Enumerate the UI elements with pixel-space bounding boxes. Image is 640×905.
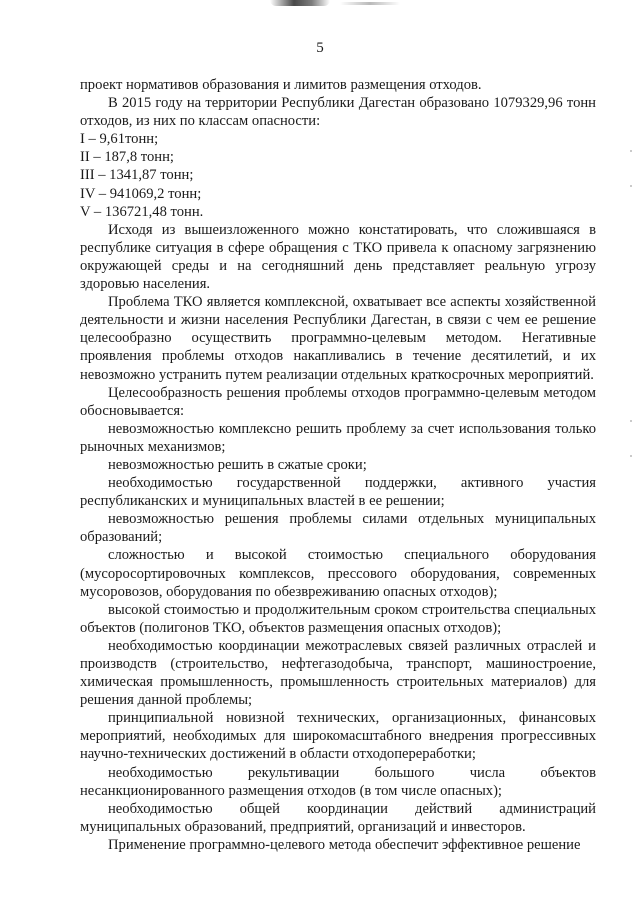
document-body [80, 76, 596, 854]
reason-item: необходимостью координации межотраслевых связей различных отраслей и производств (строительство, нефтегазодобыча, транспорт, машиностроение, химическая промышленность, промышленность строительных материалов) для решения данной проблемы; [80, 637, 596, 709]
reason-item: высокой стоимостью и продолжительным сроком строительства специальных объектов (полигонов ТКО, объектов размещения опасных отходов); [80, 601, 596, 636]
reason-item: необходимостью рекультивации большого числа объектов несанкционированного размещения отходов (в том числе опасных); [80, 764, 596, 799]
reason-item: принципиальной новизной технических, организационных, финансовых мероприятий, необходимых для широкомасштабного внедрения прогрессивных научно-технических достижений в области отходопереработки; [80, 710, 596, 763]
scan-artifact-faint [340, 2, 400, 5]
paragraph: проект нормативов образования и лимитов размещения отходов. [80, 77, 482, 93]
reason-item: невозможностью комплексно решить проблему за счет использования только рыночных механизмов; [80, 420, 596, 455]
hazard-class-item: V – 136721,48 тонн. [80, 203, 204, 220]
reason-item: необходимостью государственной поддержки, активного участия республиканских и муниципальных властей в ее решении; [80, 475, 596, 510]
hazard-class-item: I – 9,61тонн; [80, 131, 159, 148]
reason-item: невозможностью решить в сжатые сроки; [108, 456, 367, 473]
scan-artifact [270, 0, 330, 6]
reason-item: сложностью и высокой стоимостью специального оборудования (мусоросортировочных комплексов, прессового оборудования, современных мусоровозов, оборудования по обезвреживанию опасных отходов); [80, 547, 596, 600]
scan-speck [630, 185, 632, 187]
scan-speck [630, 150, 632, 152]
reason-item: необходимостью общей координации действий администраций муниципальных образований, предприятий, организаций и инвесторов. [80, 800, 596, 835]
paragraph: Исходя из вышеизложенного можно констатировать, что сложившаяся в республике ситуация в сфере обращения с ТКО привела к опасному загрязнению окружающей среды и на сегодняшний день представляет реальную угрозу здоровью населения. [80, 221, 596, 293]
scan-speck [630, 455, 632, 457]
page-number: 5 [316, 40, 324, 56]
paragraph: В 2015 году на территории Республики Дагестан образовано 1079329,96 тонн отходов, из них по классам опасности: [80, 95, 596, 130]
reason-item: невозможностью решения проблемы силами отдельных муниципальных образований; [80, 511, 596, 546]
hazard-class-item: II – 187,8 тонн; [80, 149, 174, 166]
paragraph: Проблема ТКО является комплексной, охватывает все аспекты хозяйственной деятельности и жизни населения Республики Дагестан, в связи с чем ее решение целесообразно осуществить программно-целевым методом. Негативные проявления проблемы отходов накапливались в течение десятилетий, и их невозможно устранить путем реализации отдельных краткосрочных мероприятий. [80, 294, 596, 383]
hazard-class-item: IV – 941069,2 тонн; [80, 185, 202, 202]
hazard-class-item: III – 1341,87 тонн; [80, 167, 194, 184]
paragraph: Применение программно-целевого метода обеспечит эффективное решение [108, 836, 581, 853]
scan-speck [630, 420, 632, 422]
paragraph: Целесообразность решения проблемы отходов программно-целевым методом обосновывается: [80, 384, 596, 419]
